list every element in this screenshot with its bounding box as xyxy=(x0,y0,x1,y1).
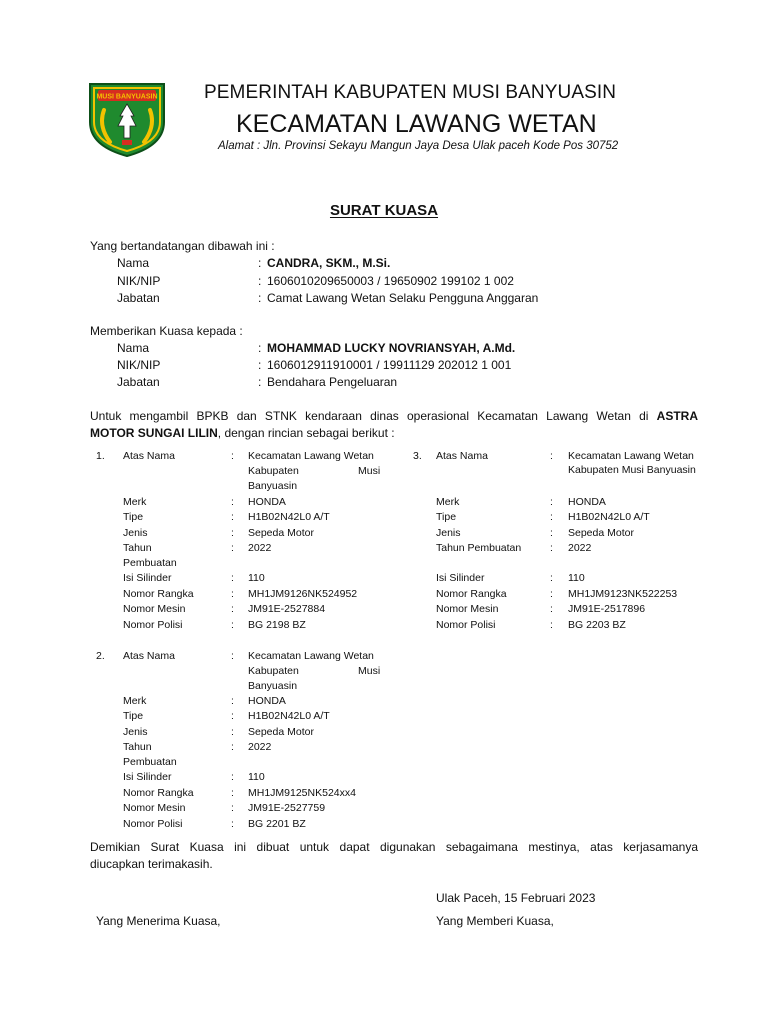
cylinder-value: 110 xyxy=(248,572,265,584)
cylinder-value: 110 xyxy=(248,771,265,783)
engine-label: Nomor Mesin xyxy=(436,603,499,615)
colon: : xyxy=(550,450,553,462)
year-label: Tahun xyxy=(123,542,152,554)
receiver-signature-label: Yang Menerima Kuasa, xyxy=(96,914,221,928)
cylinder-label: Isi Silinder xyxy=(123,572,172,584)
grant-text: Memberikan Kuasa kepada : xyxy=(90,324,243,338)
colon: : xyxy=(258,256,262,270)
grantor-position-label: Jabatan xyxy=(117,291,160,305)
owner-value: Banyuasin xyxy=(248,480,298,492)
government-header: PEMERINTAH KABUPATEN MUSI BANYUASIN xyxy=(204,82,617,103)
owner-value: Kecamatan Lawang Wetan xyxy=(248,650,374,662)
owner-value: Musi xyxy=(358,665,381,677)
colon: : xyxy=(231,588,234,600)
year-value: 2022 xyxy=(568,542,592,554)
chassis-value: MH1JM9126NK524952 xyxy=(248,588,358,600)
chassis-value: MH1JM9123NK522253 xyxy=(568,588,678,600)
colon: : xyxy=(231,619,234,631)
colon: : xyxy=(231,741,234,753)
plate-label: Nomor Polisi xyxy=(123,619,183,631)
grantee-name-label: Nama xyxy=(117,341,150,355)
type-label: Tipe xyxy=(436,511,457,523)
engine-value: JM91E-2527884 xyxy=(248,603,326,615)
plate-label: Nomor Polisi xyxy=(436,619,496,631)
colon: : xyxy=(231,695,234,707)
type-label: Tipe xyxy=(123,710,144,722)
grantee-position-label: Jabatan xyxy=(117,375,160,389)
grantor-nik-label: NIK/NIP xyxy=(117,274,161,288)
brand-label: Merk xyxy=(436,496,460,508)
colon: : xyxy=(231,787,234,799)
purpose-line-2 xyxy=(90,426,395,440)
regency-emblem-logo xyxy=(84,76,170,158)
owner-label: Atas Nama xyxy=(123,450,175,462)
colon: : xyxy=(231,650,234,662)
kind-label: Jenis xyxy=(436,527,461,539)
year-label: Tahun Pembuatan xyxy=(436,542,522,554)
colon: : xyxy=(550,527,553,539)
owner-value: Kabupaten xyxy=(248,465,299,477)
closing-line-2: diucapkan terimakasih. xyxy=(90,857,213,871)
grantor-name-label: Nama xyxy=(117,256,150,270)
cylinder-label: Isi Silinder xyxy=(123,771,172,783)
year-label-cont: Pembuatan xyxy=(123,557,177,569)
grantor-name: CANDRA, SKM., M.Si. xyxy=(267,256,391,270)
colon: : xyxy=(550,603,553,615)
cylinder-value: 110 xyxy=(568,572,585,584)
grantee-nik-label: NIK/NIP xyxy=(117,358,161,372)
purpose-text: Untuk mengambil BPKB dan STNK kendaraan dinas operasional Kecamatan Lawang Wetan di xyxy=(90,409,649,423)
colon: : xyxy=(231,450,234,462)
colon: : xyxy=(550,572,553,584)
grantee-name: MOHAMMAD LUCKY NOVRIANSYAH, A.Md. xyxy=(267,341,516,355)
purpose-line-1 xyxy=(90,409,698,423)
owner-value: Kecamatan Lawang Wetan xyxy=(568,450,694,462)
kind-label: Jenis xyxy=(123,726,148,738)
brand-label: Merk xyxy=(123,496,147,508)
owner-value: Musi xyxy=(358,465,381,477)
colon: : xyxy=(258,358,262,372)
letter-title-text: SURAT KUASA xyxy=(329,202,439,219)
dealer-name-part1: ASTRA xyxy=(656,409,698,423)
vehicle-number: 2. xyxy=(96,650,105,662)
grantee-position: Bendahara Pengeluaran xyxy=(267,375,398,389)
grantor-position: Camat Lawang Wetan Selaku Pengguna Anggaran xyxy=(267,291,539,305)
kind-value: Sepeda Motor xyxy=(248,527,314,539)
plate-value: BG 2198 BZ xyxy=(248,619,306,631)
chassis-label: Nomor Rangka xyxy=(123,787,194,799)
year-label-cont: Pembuatan xyxy=(123,756,177,768)
engine-value: JM91E-2527759 xyxy=(248,802,326,814)
colon: : xyxy=(231,496,234,508)
colon: : xyxy=(550,588,553,600)
owner-label: Atas Nama xyxy=(436,450,488,462)
colon: : xyxy=(231,818,234,830)
brand-value: HONDA xyxy=(248,496,286,508)
plate-value: BG 2203 BZ xyxy=(568,619,626,631)
year-value: 2022 xyxy=(248,741,272,753)
year-label: Tahun xyxy=(123,741,152,753)
letter-title xyxy=(0,202,768,219)
grantee-nik: 1606012911910001 / 19911129 202012 1 001 xyxy=(267,358,512,372)
kind-label: Jenis xyxy=(123,527,148,539)
colon: : xyxy=(231,542,234,554)
owner-value: Kecamatan Lawang Wetan xyxy=(248,450,374,462)
place-date: Ulak Paceh, 15 Februari 2023 xyxy=(436,891,596,905)
chassis-value: MH1JM9125NK524xx4 xyxy=(248,787,356,799)
district-header: KECAMATAN LAWANG WETAN xyxy=(236,110,597,138)
chassis-label: Nomor Rangka xyxy=(123,588,194,600)
type-label: Tipe xyxy=(123,511,144,523)
owner-value: Kabupaten Musi Banyuasin xyxy=(568,464,696,476)
colon: : xyxy=(231,511,234,523)
dealer-name-part2: MOTOR SUNGAI LILIN xyxy=(90,426,218,440)
colon: : xyxy=(231,802,234,814)
colon: : xyxy=(231,603,234,615)
engine-label: Nomor Mesin xyxy=(123,802,186,814)
plate-value: BG 2201 BZ xyxy=(248,818,306,830)
cylinder-label: Isi Silinder xyxy=(436,572,485,584)
colon: : xyxy=(550,511,553,523)
kind-value: Sepeda Motor xyxy=(248,726,314,738)
colon: : xyxy=(231,527,234,539)
svg-text:MUSI BANYUASIN: MUSI BANYUASIN xyxy=(96,93,158,101)
giver-signature-label: Yang Memberi Kuasa, xyxy=(436,914,554,928)
chassis-label: Nomor Rangka xyxy=(436,588,507,600)
type-value: H1B02N42L0 A/T xyxy=(568,511,650,523)
colon: : xyxy=(258,341,262,355)
owner-label: Atas Nama xyxy=(123,650,175,662)
colon: : xyxy=(258,291,262,305)
colon: : xyxy=(550,496,553,508)
colon: : xyxy=(258,375,262,389)
kind-value: Sepeda Motor xyxy=(568,527,634,539)
purpose-text-end: , dengan rincian sebagai berikut : xyxy=(217,426,395,440)
colon: : xyxy=(231,572,234,584)
brand-label: Merk xyxy=(123,695,147,707)
type-value: H1B02N42L0 A/T xyxy=(248,710,330,722)
type-value: H1B02N42L0 A/T xyxy=(248,511,330,523)
vehicle-number: 1. xyxy=(96,450,105,462)
colon: : xyxy=(550,619,553,631)
plate-label: Nomor Polisi xyxy=(123,818,183,830)
vehicle-number: 3. xyxy=(413,450,422,462)
grantor-nik: 1606010209650003 / 19650902 199102 1 002 xyxy=(267,274,514,288)
year-value: 2022 xyxy=(248,542,272,554)
colon: : xyxy=(231,726,234,738)
owner-value: Banyuasin xyxy=(248,680,298,692)
colon: : xyxy=(550,542,553,554)
brand-value: HONDA xyxy=(248,695,286,707)
colon: : xyxy=(231,710,234,722)
intro-text: Yang bertandatangan dibawah ini : xyxy=(90,239,275,253)
engine-label: Nomor Mesin xyxy=(123,603,186,615)
colon: : xyxy=(231,771,234,783)
closing-line-1: Demikian Surat Kuasa ini dibuat untuk dapat digunakan sebagaimana mestinya, atas kerjasamanya xyxy=(90,840,698,854)
brand-value: HONDA xyxy=(568,496,606,508)
address-line: Alamat : Jln. Provinsi Sekayu Mangun Jaya Desa Ulak paceh Kode Pos 30752 xyxy=(218,140,619,152)
colon: : xyxy=(258,274,262,288)
engine-value: JM91E-2517896 xyxy=(568,603,646,615)
owner-value: Kabupaten xyxy=(248,665,299,677)
